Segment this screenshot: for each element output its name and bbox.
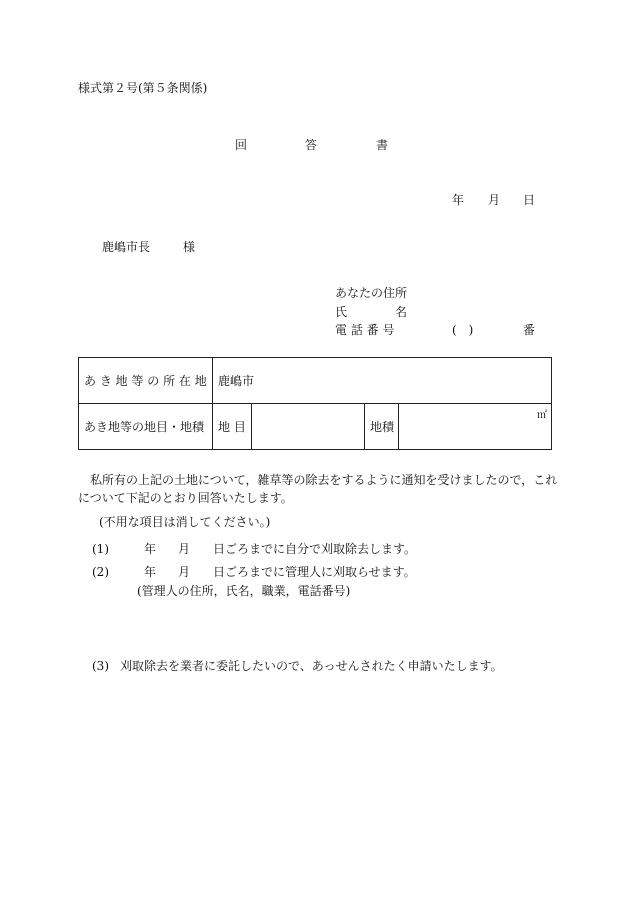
title-char-3: 書: [376, 138, 389, 152]
option-1-text: 日ごろまでに自分で刈取除去します。: [213, 542, 417, 556]
land-info-table: [78, 357, 552, 450]
date-day: 日: [523, 193, 536, 207]
title-char-1: 回: [235, 138, 248, 152]
address-label: あなたの住所: [335, 286, 408, 300]
option-1-month: 月: [178, 542, 191, 556]
location-value: 鹿嶋市: [213, 358, 552, 404]
name-label-1: 氏: [335, 305, 348, 319]
area-value: [399, 404, 552, 450]
option-3-num: (3): [92, 659, 109, 673]
phone-paren: ( ): [452, 323, 474, 337]
name-label-2: 名: [395, 305, 408, 319]
location-row: [79, 358, 552, 404]
date-year: 年: [452, 193, 465, 207]
body-line-1: 私所有の上記の土地について，雑草等の除去をするように通知を受けましたので，これ: [90, 473, 558, 487]
phone-label: 電 話 番 号: [335, 323, 395, 337]
option-1-year: 年: [144, 542, 157, 556]
addressee-honorific: 様: [183, 240, 196, 254]
option-2-num: (2): [92, 565, 109, 579]
addressee-name: 鹿嶋市長: [102, 240, 151, 254]
option-2-sub: (管理人の住所，氏名，職業，電話番号): [137, 584, 351, 598]
option-2-month: 月: [178, 565, 191, 579]
date-month: 月: [488, 193, 501, 207]
option-1-num: (1): [92, 542, 109, 556]
category-value: [252, 404, 365, 450]
body-line-2: について下記のとおり回答いたします。: [78, 491, 293, 505]
body-note: (不用な項目は消してください。): [99, 515, 271, 529]
phone-suffix: 番: [523, 323, 536, 337]
category-label: 地 目: [213, 404, 252, 450]
location-label: あ き 地 等 の 所 在 地: [79, 358, 213, 404]
area-unit: ㎡: [537, 410, 548, 421]
option-3-text: 刈取除去を業者に委託したいので、あっせんされたく申請いたします。: [120, 659, 503, 673]
category-area-row: [79, 404, 552, 450]
title-char-2: 答: [305, 138, 318, 152]
option-2-year: 年: [144, 565, 157, 579]
area-label: 地積: [365, 404, 399, 450]
category-area-label: あき地等の地目・地積: [79, 404, 213, 450]
form-number: 様式第２号(第５条関係): [78, 81, 208, 95]
option-2-text: 日ごろまでに管理人に刈取らせます。: [213, 565, 416, 579]
